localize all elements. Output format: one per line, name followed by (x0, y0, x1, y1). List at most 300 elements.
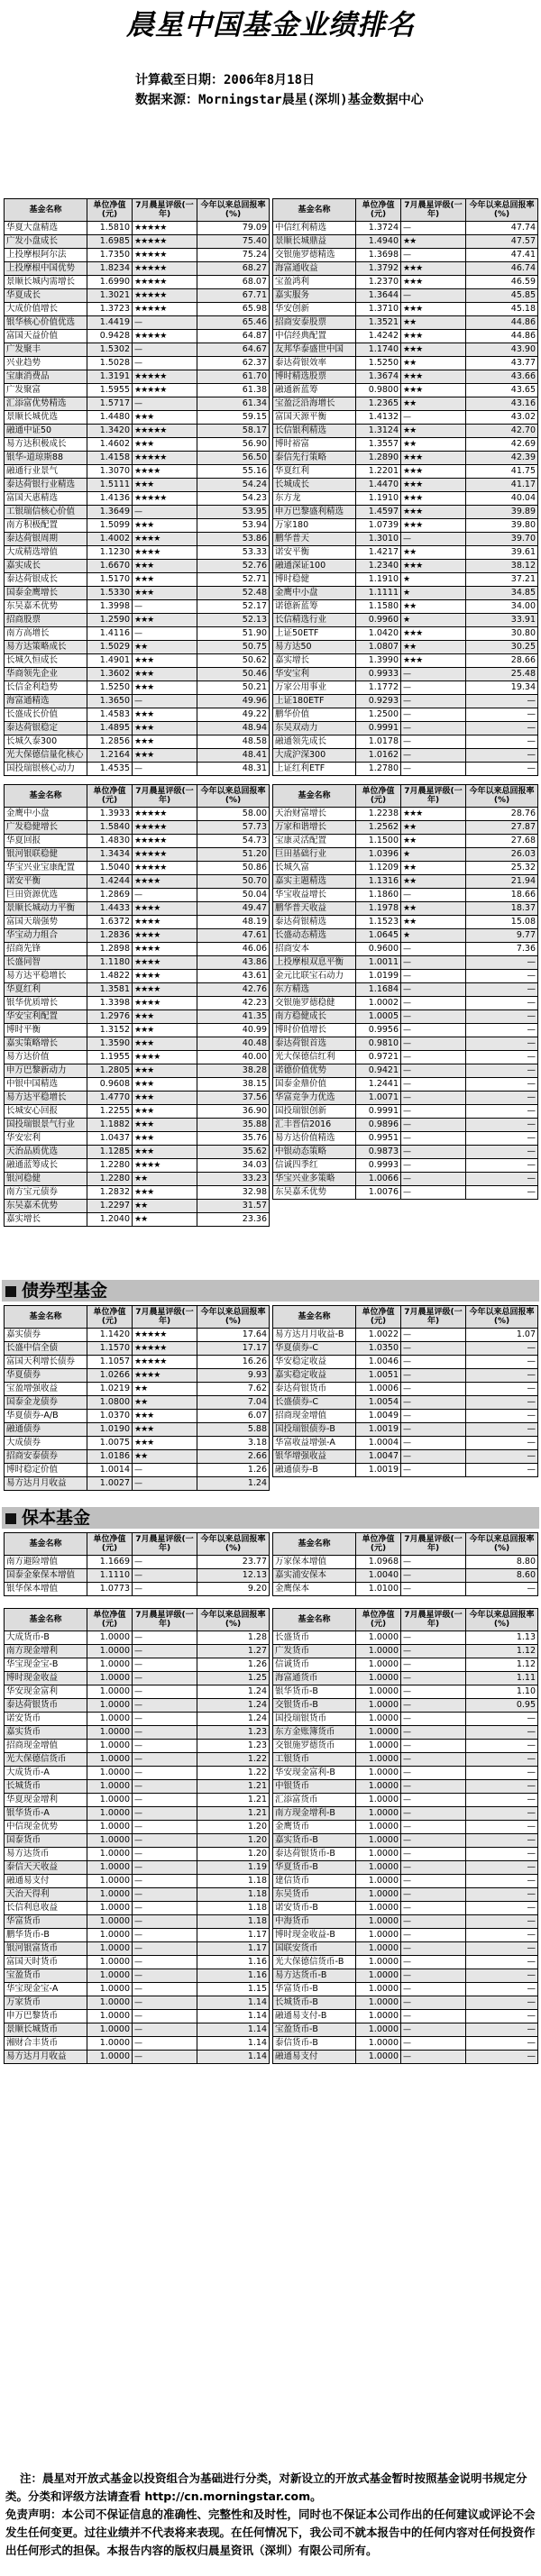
fund-name: 诺德价值优势 (273, 1064, 356, 1078)
ytd-return: 68.27 (197, 262, 270, 276)
fund-name: 融通行业景气 (5, 465, 87, 479)
star-rating: ★★ (401, 546, 466, 560)
star-rating: ★★★ (133, 573, 197, 587)
table-row (273, 1064, 538, 1078)
col-header-return: 今年以来总回报率(%) (197, 1533, 270, 1556)
ytd-return: 8.60 (466, 1569, 538, 1583)
ytd-return: — (466, 1834, 538, 1848)
table-row (273, 641, 538, 654)
table-row (273, 289, 538, 303)
star-rating: ★★★★★ (133, 276, 197, 289)
table-row (5, 1780, 270, 1794)
fund-name: 易方达策略成长 (5, 641, 87, 654)
unit-nav: 1.1772 (356, 681, 401, 695)
table-row (5, 2023, 270, 2037)
star-rating: — (401, 1861, 466, 1875)
fund-name: 长盛中信全债 (5, 1342, 87, 1356)
table-row (5, 695, 270, 708)
fund-name: 嘉实成长 (5, 560, 87, 573)
fund-name: 信诚四季红 (273, 1159, 356, 1173)
table-row (273, 506, 538, 519)
ytd-return: 48.58 (197, 735, 270, 749)
star-rating: ★★★★★ (133, 848, 197, 862)
ytd-return: 34.03 (197, 1159, 270, 1173)
fund-name: 长信精选行业 (273, 614, 356, 627)
ytd-return: 64.87 (197, 330, 270, 343)
fund-name: 博时精选股票 (273, 370, 356, 384)
ytd-return: — (466, 983, 538, 997)
unit-nav: 1.2238 (356, 808, 401, 821)
star-rating: — (401, 1342, 466, 1356)
table-row (273, 2051, 538, 2064)
unit-nav: 1.4597 (356, 506, 401, 519)
star-rating: — (401, 2010, 466, 2023)
table-row (273, 1078, 538, 1092)
star-rating: — (133, 1780, 197, 1794)
unit-nav: 1.0178 (356, 735, 401, 749)
fund-name: 国投瑞银债券-B (273, 1423, 356, 1437)
table-row (5, 1794, 270, 1807)
disclaimer: 免责声明：本公司不保证信息的准确性、完整性和及时性，同时也不保证本公司作出的任何建议或评论不会发生任何变更。过往业绩并不代表将来表现。在任何情况下，我公司不就本报告中的任何内容对任何投资作出任何形式的担保。本报告内容的版权归晨星资讯（深圳）有限公司所有。 (5, 2507, 536, 2557)
ytd-return: 58.17 (197, 425, 270, 438)
star-rating: — (401, 1902, 466, 1915)
star-rating: ★★★ (133, 1092, 197, 1105)
star-rating: — (401, 1969, 466, 1983)
unit-nav: 1.0000 (87, 2051, 133, 2064)
fund-name: 中信红利精选 (273, 222, 356, 235)
star-rating: — (401, 1807, 466, 1821)
table-row (273, 983, 538, 997)
unit-nav: 1.0000 (87, 1996, 133, 2010)
table-row (273, 821, 538, 835)
unit-nav: 1.0190 (87, 1423, 133, 1437)
ytd-return: 1.18 (197, 1888, 270, 1902)
fund-name: 天治天得利 (5, 1888, 87, 1902)
table-row (5, 1119, 270, 1132)
fund-name: 华富货币 (5, 1915, 87, 1929)
table-row (5, 370, 270, 384)
fund-name: 景顺长城鼎益 (273, 235, 356, 249)
unit-nav: 1.0022 (356, 1329, 401, 1342)
fund-name: 博时现金收益-B (273, 1929, 356, 1942)
fund-name: 中海货币 (273, 1915, 356, 1929)
table-row (5, 560, 270, 573)
ytd-return: 1.14 (197, 2037, 270, 2051)
col-header-return: 今年以来总回报率(%) (466, 1609, 538, 1631)
fund-name: 华富货币-B (273, 1983, 356, 1996)
table-row (5, 262, 270, 276)
unit-nav: 1.4419 (87, 316, 133, 330)
fund-name: 嘉实增长 (273, 654, 356, 668)
star-rating: — (401, 289, 466, 303)
unit-nav: 1.0100 (356, 1583, 401, 1596)
ytd-return: 50.04 (197, 889, 270, 902)
ytd-return: 39.80 (466, 519, 538, 533)
fund-name: 鹏华普天收益 (273, 902, 356, 916)
unit-nav: 1.2836 (87, 929, 133, 943)
ytd-return: 50.62 (197, 654, 270, 668)
unit-nav: 1.0000 (87, 1685, 133, 1699)
ytd-return: 42.76 (197, 983, 270, 997)
table-row (5, 411, 270, 425)
fund-name: 海富通货币 (273, 1672, 356, 1685)
table-row (273, 1037, 538, 1051)
unit-nav: 1.3998 (87, 600, 133, 614)
table-body (5, 1631, 270, 2064)
unit-nav: 1.0005 (356, 1010, 401, 1024)
table-row (273, 1423, 538, 1437)
fund-name: 招商安泰债券 (5, 1450, 87, 1464)
star-rating: ★★★★★ (133, 249, 197, 262)
fund-name: 申万巴黎盛利精选 (273, 506, 356, 519)
unit-nav: 1.0000 (356, 1956, 401, 1969)
fund-name: 嘉实主题精选 (273, 875, 356, 889)
header-row (5, 1533, 270, 1556)
ytd-return: 48.19 (197, 916, 270, 929)
ytd-return: 43.86 (197, 956, 270, 970)
unit-nav: 1.1882 (87, 1119, 133, 1132)
unit-nav: 1.4901 (87, 654, 133, 668)
fund-table (272, 198, 538, 776)
table-row (5, 1834, 270, 1848)
fund-name: 宝盈泛沿海增长 (273, 397, 356, 411)
fund-name: 申万巴黎新动力 (5, 1064, 87, 1078)
star-rating: ★★★ (133, 1423, 197, 1437)
table-header (5, 199, 270, 222)
unit-nav: 1.0968 (356, 1556, 401, 1569)
ytd-return: — (466, 1969, 538, 1983)
unit-nav: 1.0075 (87, 1437, 133, 1450)
fund-name: 建信货币 (273, 1875, 356, 1888)
table-row (5, 1672, 270, 1685)
star-rating: — (401, 695, 466, 708)
unit-nav: 1.1230 (87, 546, 133, 560)
unit-nav: 1.2590 (87, 614, 133, 627)
unit-nav: 1.0000 (356, 2010, 401, 2023)
ytd-return: 1.11 (466, 1672, 538, 1685)
ytd-return: — (466, 1132, 538, 1146)
table-row (5, 573, 270, 587)
star-rating: ★★★ (133, 668, 197, 681)
fund-name: 银华货币-A (5, 1807, 87, 1821)
table-row (5, 506, 270, 519)
unit-nav: 1.0000 (356, 1834, 401, 1848)
fund-name: 大成精选增值 (5, 546, 87, 560)
ytd-return: 19.34 (466, 681, 538, 695)
ytd-return: 27.87 (466, 821, 538, 835)
ytd-return: 53.94 (197, 519, 270, 533)
ytd-return: — (466, 1356, 538, 1369)
ytd-return: 1.17 (197, 1942, 270, 1956)
unit-nav: 1.2500 (356, 708, 401, 722)
fund-name: 金鹰中小盘 (273, 587, 356, 600)
ytd-return: — (466, 1064, 538, 1078)
table-row (273, 479, 538, 492)
ytd-return: — (466, 1024, 538, 1037)
unit-nav: 1.0014 (87, 1464, 133, 1477)
fund-name: 鹏华普天 (273, 533, 356, 546)
ytd-return: — (466, 1794, 538, 1807)
col-header-return: 今年以来总回报率(%) (466, 785, 538, 808)
table-row (5, 533, 270, 546)
ytd-return: 37.56 (197, 1092, 270, 1105)
unit-nav: 1.0000 (356, 1740, 401, 1753)
star-rating: ★★★ (401, 465, 466, 479)
unit-nav: 0.9951 (356, 1132, 401, 1146)
star-rating: ★★★★ (133, 1159, 197, 1173)
star-rating: — (401, 1051, 466, 1064)
unit-nav: 1.1580 (356, 600, 401, 614)
table-row (5, 465, 270, 479)
table-row (273, 316, 538, 330)
ytd-return: — (466, 1848, 538, 1861)
fund-table (4, 1305, 270, 1491)
header-row (5, 199, 270, 222)
fund-name: 银河稳健 (5, 1173, 87, 1186)
unit-nav: 1.0000 (356, 1915, 401, 1929)
table-row (5, 492, 270, 506)
table-row (273, 560, 538, 573)
unit-nav: 1.3521 (356, 316, 401, 330)
star-rating: — (133, 1685, 197, 1699)
unit-nav: 1.4217 (356, 546, 401, 560)
unit-nav: 1.0071 (356, 1092, 401, 1105)
star-rating: ★★★ (401, 343, 466, 357)
ytd-return: 1.18 (197, 1915, 270, 1929)
unit-nav: 1.1110 (87, 1569, 133, 1583)
table-body (5, 1556, 270, 1596)
star-rating: — (133, 1477, 197, 1491)
fund-name: 嘉实货币 (5, 1726, 87, 1740)
ytd-return: — (466, 763, 538, 776)
unit-nav: 1.3434 (87, 848, 133, 862)
fund-name: 泰信天天收益 (5, 1861, 87, 1875)
star-rating: ★★★★ (133, 465, 197, 479)
table-row (273, 600, 538, 614)
page-title: 晨星中国基金业绩排名 (126, 9, 415, 41)
unit-nav: 0.9993 (356, 1159, 401, 1173)
fund-name: 融通易支付-B (273, 2010, 356, 2023)
table-row (5, 1956, 270, 1969)
fund-name: 银华优质增长 (5, 997, 87, 1010)
fund-name: 友邦华泰盛世中国 (273, 343, 356, 357)
star-rating: — (401, 1888, 466, 1902)
unit-nav: 1.0051 (356, 1369, 401, 1383)
star-rating: — (133, 1740, 197, 1753)
star-rating: ★★★ (401, 479, 466, 492)
star-rating: ★★★★★ (133, 835, 197, 848)
unit-nav: 1.3644 (356, 289, 401, 303)
unit-nav: 1.2890 (356, 452, 401, 465)
unit-nav: 1.3152 (87, 1024, 133, 1037)
fund-name: 华安现金富利 (5, 1685, 87, 1699)
ytd-return: 46.59 (466, 276, 538, 289)
fund-name: 易方达价值 (5, 1051, 87, 1064)
star-rating: — (133, 1942, 197, 1956)
star-rating: — (133, 397, 197, 411)
fund-name: 泰信货币-B (273, 2037, 356, 2051)
star-rating: ★★ (133, 1173, 197, 1186)
table-row (273, 970, 538, 983)
section-header (2, 1507, 539, 1529)
table-row (5, 735, 270, 749)
unit-nav: 1.3649 (87, 506, 133, 519)
unit-nav: 1.5170 (87, 573, 133, 587)
star-rating: — (401, 1834, 466, 1848)
star-rating: ★★ (401, 916, 466, 929)
ytd-return: 41.75 (466, 465, 538, 479)
col-header-nav: 单位净值(元) (356, 1533, 401, 1556)
unit-nav: 0.9991 (356, 722, 401, 735)
star-rating: ★★★★★ (133, 384, 197, 397)
table-row (5, 1105, 270, 1119)
star-rating: ★★★ (401, 492, 466, 506)
star-rating: ★★ (133, 1396, 197, 1410)
star-rating: — (401, 1329, 466, 1342)
star-rating: — (401, 956, 466, 970)
table-body (273, 1556, 538, 1596)
col-header-rating: 7月晨星评级(一年) (133, 1306, 197, 1329)
fund-name: 融通蓝筹成长 (5, 1159, 87, 1173)
star-rating: — (401, 1780, 466, 1794)
fund-name: 长信利息收益 (5, 1902, 87, 1915)
star-rating: ★★★★ (133, 929, 197, 943)
table-row (273, 808, 538, 821)
fund-name: 中信经典配置 (273, 330, 356, 343)
ytd-return: 7.04 (197, 1396, 270, 1410)
ytd-return: — (466, 970, 538, 983)
ytd-return: 1.14 (197, 2051, 270, 2064)
ytd-return: — (466, 1396, 538, 1410)
star-rating: — (401, 1037, 466, 1051)
fund-name: 万家货币 (5, 1996, 87, 2010)
table-body (273, 222, 538, 776)
table-row (5, 357, 270, 370)
star-rating: ★★★★★ (133, 1342, 197, 1356)
star-rating: — (401, 1396, 466, 1410)
table-row (273, 1753, 538, 1767)
unit-nav: 1.0000 (87, 1969, 133, 1983)
star-rating: — (401, 1583, 466, 1596)
fund-name: 大成货币-A (5, 1767, 87, 1780)
ytd-return: — (466, 1105, 538, 1119)
table-row (5, 1477, 270, 1491)
star-rating: ★★★ (401, 276, 466, 289)
ytd-return: 50.86 (197, 862, 270, 875)
fund-name: 易方达月月收益-B (273, 1329, 356, 1342)
table-row (273, 1848, 538, 1861)
col-header-return: 今年以来总回报率(%) (466, 199, 538, 222)
unit-nav: 1.0773 (87, 1583, 133, 1596)
ytd-return: 25.32 (466, 862, 538, 875)
fund-name: 银河银富货币 (5, 1942, 87, 1956)
fund-name: 国泰金象保本增值 (5, 1569, 87, 1583)
unit-nav: 1.3191 (87, 370, 133, 384)
table-row (273, 1875, 538, 1888)
unit-nav: 1.0000 (87, 1794, 133, 1807)
table-header (273, 1609, 538, 1631)
fund-name: 宝盈货币-B (273, 2023, 356, 2037)
table-row (5, 808, 270, 821)
unit-nav: 1.1740 (356, 343, 401, 357)
fund-name: 上投摩根双息平衡 (273, 956, 356, 970)
star-rating: ★★★★ (133, 916, 197, 929)
ytd-return: — (466, 695, 538, 708)
unit-nav: 1.4940 (356, 235, 401, 249)
ytd-return: 49.22 (197, 708, 270, 722)
table-row (273, 1685, 538, 1699)
star-rating: ★★★ (133, 708, 197, 722)
table-row (273, 492, 538, 506)
unit-nav: 1.3602 (87, 668, 133, 681)
table-row (5, 1464, 270, 1477)
header-row (273, 1306, 538, 1329)
fund-name: 长城久恒成长 (5, 654, 87, 668)
table-row (273, 2037, 538, 2051)
col-header-nav: 单位净值(元) (87, 199, 133, 222)
star-rating: — (401, 1848, 466, 1861)
ytd-return: 34.85 (466, 587, 538, 600)
table-row (273, 1569, 538, 1583)
table-row (273, 1834, 538, 1848)
ytd-return: 33.91 (466, 614, 538, 627)
table-row (273, 1807, 538, 1821)
star-rating: — (133, 506, 197, 519)
ytd-return: 62.37 (197, 357, 270, 370)
table-row (5, 902, 270, 916)
star-rating: ★ (401, 614, 466, 627)
table-row (5, 970, 270, 983)
unit-nav: 0.9933 (356, 668, 401, 681)
star-rating: — (401, 668, 466, 681)
unit-nav: 1.1955 (87, 1051, 133, 1064)
star-rating: — (401, 1672, 466, 1685)
fund-name: 海富通收益 (273, 262, 356, 276)
unit-nav: 1.0006 (356, 1383, 401, 1396)
table-row (5, 889, 270, 902)
star-rating: ★ (401, 929, 466, 943)
fund-name: 上证50ETF (273, 627, 356, 641)
fund-name: 泰达荷银稳定 (5, 722, 87, 735)
table-row (273, 1956, 538, 1969)
table-row (273, 1450, 538, 1464)
star-rating: ★★★★ (133, 956, 197, 970)
table-row (273, 1902, 538, 1915)
ytd-return: 1.23 (197, 1740, 270, 1753)
fund-name: 华夏红利 (273, 465, 356, 479)
fund-name: 大成沪深300 (273, 749, 356, 763)
star-rating: ★★ (401, 357, 466, 370)
table-row (5, 249, 270, 262)
fund-name: 泰达荷银成长 (5, 573, 87, 587)
col-header-nav: 单位净值(元) (356, 1609, 401, 1631)
unit-nav: 1.0000 (356, 1672, 401, 1685)
unit-nav: 0.9960 (356, 614, 401, 627)
table-row (273, 749, 538, 763)
unit-nav: 1.4770 (87, 1092, 133, 1105)
ytd-return: — (466, 1369, 538, 1383)
unit-nav: 1.0000 (356, 2051, 401, 2064)
ytd-return: 1.24 (197, 1713, 270, 1726)
fund-name: 华富竞争力优选 (273, 1092, 356, 1105)
ytd-return: — (466, 1173, 538, 1186)
unit-nav: 1.0000 (87, 1834, 133, 1848)
star-rating: — (133, 1658, 197, 1672)
table-row (5, 1383, 270, 1396)
fund-name: 泰达荷银精选 (273, 916, 356, 929)
ytd-return: 1.28 (197, 1631, 270, 1645)
fund-name: 诺安货币-B (273, 1902, 356, 1915)
